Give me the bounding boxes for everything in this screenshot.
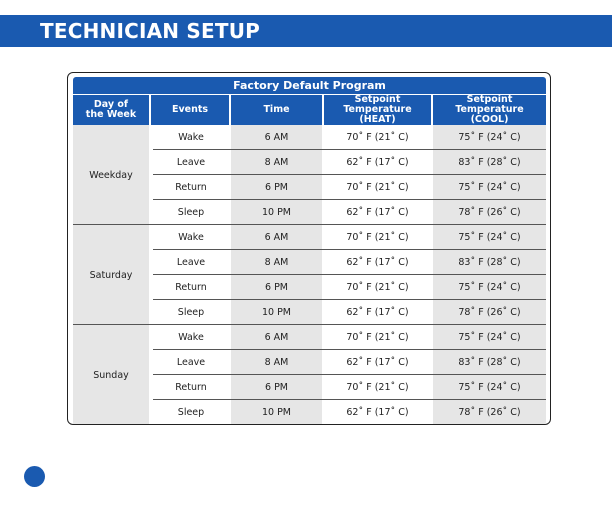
- heat-cell: 70˚ F (21˚ C): [346, 182, 409, 193]
- event-cell: Return: [175, 182, 207, 193]
- cool-cell: 78˚ F (26˚ C): [433, 200, 546, 225]
- day-label: Weekday: [73, 125, 149, 225]
- heat-cell: 62˚ F (17˚ C): [346, 257, 409, 268]
- table-row: [153, 375, 546, 400]
- event-cell: Wake: [178, 232, 204, 243]
- cool-cell: 83˚ F (28˚ C): [433, 250, 546, 275]
- event-cell: Sleep: [177, 307, 205, 318]
- table-row: [153, 350, 546, 375]
- cool-cell: 75˚ F (24˚ C): [433, 225, 546, 250]
- column-header-events-label: Events: [171, 104, 209, 115]
- time-cell: 6 AM: [231, 225, 322, 250]
- heat-cell: 70˚ F (21˚ C): [346, 332, 409, 343]
- time-cell: 6 AM: [231, 125, 322, 150]
- heat-cell: 70˚ F (21˚ C): [346, 132, 409, 143]
- event-cell: Leave: [176, 357, 206, 368]
- cool-cell: 83˚ F (28˚ C): [433, 350, 546, 375]
- event-cell: Wake: [178, 132, 204, 143]
- column-header-events: [151, 95, 229, 125]
- table-row: [153, 150, 546, 175]
- header-bar: [0, 15, 612, 47]
- cool-cell: 75˚ F (24˚ C): [433, 325, 546, 350]
- column-header-cool: [433, 95, 546, 125]
- page-marker-dot: [24, 466, 45, 487]
- time-cell: 10 PM: [231, 400, 322, 425]
- time-cell: 10 PM: [231, 300, 322, 325]
- heat-cell: 62˚ F (17˚ C): [346, 307, 409, 318]
- time-cell: 6 AM: [231, 325, 322, 350]
- event-cell: Return: [175, 382, 207, 393]
- time-cell: 6 PM: [231, 375, 322, 400]
- day-label: Sunday: [73, 325, 149, 425]
- day-group-sunday: [73, 325, 546, 425]
- column-header-day: [73, 95, 149, 125]
- table-row: [153, 225, 546, 250]
- table-row: [153, 200, 546, 225]
- time-cell: 8 AM: [231, 350, 322, 375]
- time-cell: 6 PM: [231, 275, 322, 300]
- time-cell: 10 PM: [231, 200, 322, 225]
- heat-cell: 62˚ F (17˚ C): [346, 157, 409, 168]
- table-row: [153, 250, 546, 275]
- page-title: TECHNICIAN SETUP: [40, 19, 261, 43]
- heat-cell: 70˚ F (21˚ C): [346, 382, 409, 393]
- day-group-saturday: [73, 225, 546, 325]
- heat-cell: 70˚ F (21˚ C): [346, 232, 409, 243]
- event-cell: Sleep: [177, 207, 205, 218]
- event-cell: Wake: [178, 332, 204, 343]
- column-header-day-label: Day of the Week: [85, 99, 137, 120]
- event-cell: Leave: [176, 257, 206, 268]
- event-cell: Sleep: [177, 407, 205, 418]
- table-row: [153, 300, 546, 325]
- cool-cell: 78˚ F (26˚ C): [433, 300, 546, 325]
- cool-cell: 75˚ F (24˚ C): [433, 175, 546, 200]
- column-header-time: [231, 95, 322, 125]
- table-title: Factory Default Program: [73, 77, 546, 94]
- cool-cell: 75˚ F (24˚ C): [433, 275, 546, 300]
- time-cell: 8 AM: [231, 150, 322, 175]
- table-row: [153, 125, 546, 150]
- time-cell: 8 AM: [231, 250, 322, 275]
- cool-cell: 75˚ F (24˚ C): [433, 125, 546, 150]
- cool-cell: 75˚ F (24˚ C): [433, 375, 546, 400]
- event-cell: Return: [175, 282, 207, 293]
- column-header-time-label: Time: [263, 104, 290, 115]
- day-group-weekday: [73, 125, 546, 225]
- day-label: Saturday: [73, 225, 149, 325]
- heat-cell: 62˚ F (17˚ C): [346, 207, 409, 218]
- heat-cell: 62˚ F (17˚ C): [346, 357, 409, 368]
- cool-cell: 83˚ F (28˚ C): [433, 150, 546, 175]
- column-headers: [73, 95, 546, 125]
- event-cell: Leave: [176, 157, 206, 168]
- column-header-heat-label: Setpoint Temperature (HEAT): [343, 94, 412, 125]
- heat-cell: 62˚ F (17˚ C): [346, 407, 409, 418]
- column-header-heat: [324, 95, 431, 125]
- time-cell: 6 PM: [231, 175, 322, 200]
- table-row: [153, 400, 546, 425]
- table-row: [153, 175, 546, 200]
- column-header-cool-label: Setpoint Temperature (COOL): [455, 94, 524, 125]
- table-row: [153, 325, 546, 350]
- cool-cell: 78˚ F (26˚ C): [433, 400, 546, 425]
- factory-default-table: [67, 72, 551, 425]
- table-row: [153, 275, 546, 300]
- heat-cell: 70˚ F (21˚ C): [346, 282, 409, 293]
